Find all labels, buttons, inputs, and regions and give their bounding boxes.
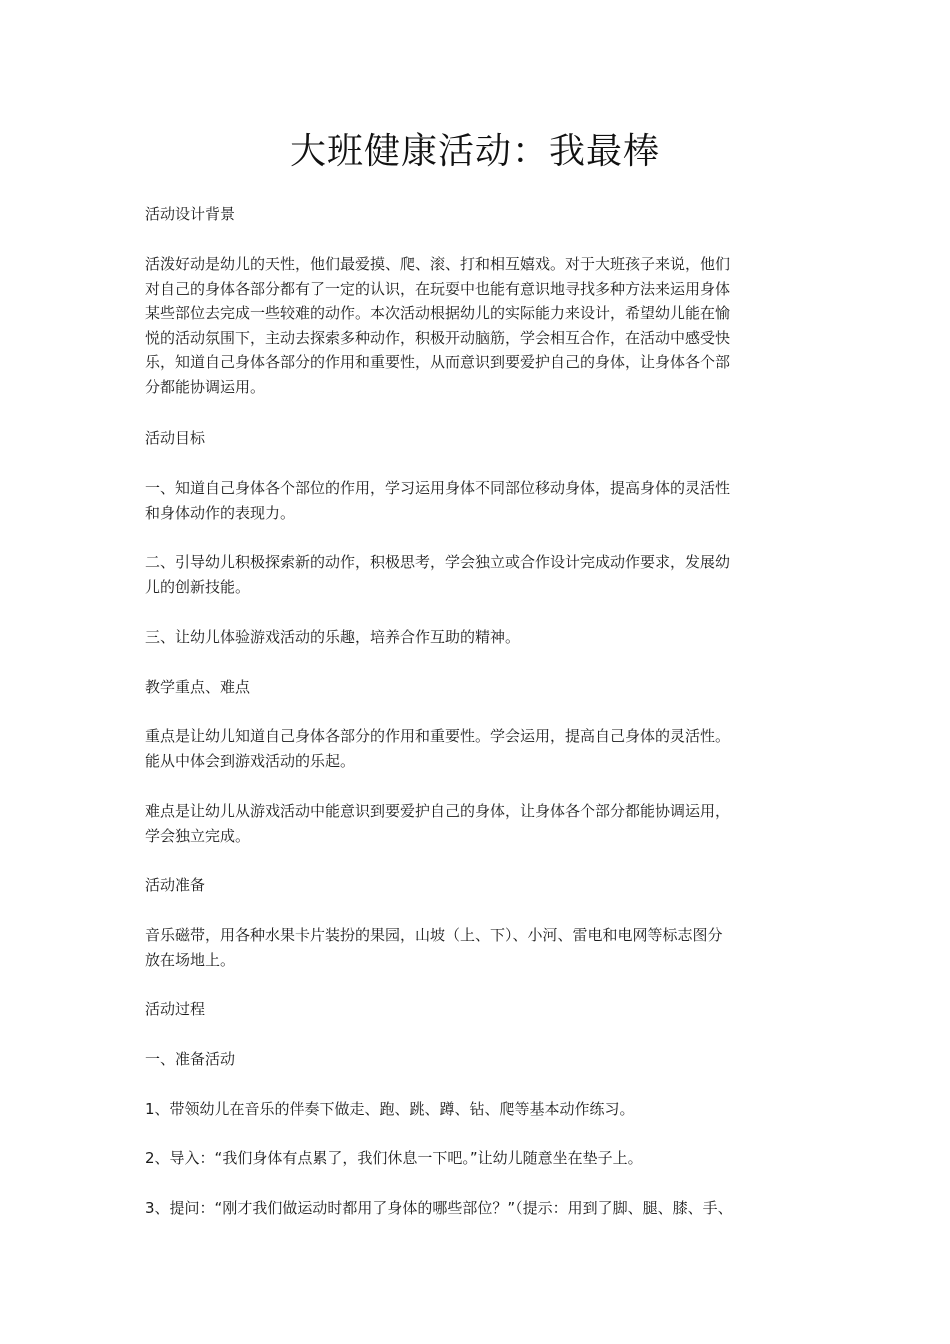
- section-heading-preparation: 活动准备: [145, 876, 206, 894]
- paragraph-line: 悦的活动氛围下，主动去探索多种动作，积极开动脑筋，学会相互合作，在活动中感受快: [145, 328, 731, 347]
- section-heading-goals: 活动目标: [145, 429, 206, 447]
- goal-item-1: 一、知道自己身体各个部位的作用，学习运用身体不同部位移动身体，提高身体的灵活性 和身体动作的表现力。: [145, 479, 731, 522]
- paragraph-line: 分都能协调运用。: [145, 377, 266, 396]
- section-heading-process: 活动过程: [145, 1000, 206, 1018]
- section-heading-background: 活动设计背景: [145, 205, 236, 223]
- process-step-3: 3、提问：“刚才我们做运动时都用了身体的哪些部位？”（提示：用到了脚、腿、膝、手、: [145, 1199, 733, 1217]
- process-step-2: 2、导入：“我们身体有点累了，我们休息一下吧。”让幼儿随意坐在垫子上。: [145, 1149, 643, 1167]
- paragraph-line: 乐，知道自己身体各部分的作用和重要性，从而意识到要爱护自己的身体，让身体各个部: [145, 353, 731, 371]
- key-point-paragraph: 重点是让幼儿知道自己身体各部分的作用和重要性。学会运用，提高自己身体的灵活性。 能从中体会到游戏活动的乐起。: [145, 727, 731, 770]
- preparation-paragraph: 音乐磁带，用各种水果卡片装扮的果园，山坡（上、下）、小河、雷电和电网等标志图分 放在场地上。: [145, 926, 723, 969]
- process-subheading-warmup: 一、准备活动: [145, 1050, 236, 1068]
- goal-item-3: 三、让幼儿体验游戏活动的乐趣，培养合作互助的精神。: [145, 628, 521, 646]
- difficulty-paragraph: 难点是让幼儿从游戏活动中能意识到要爱护自己的身体，让身体各个部分都能协调运用， 学会独立完成。: [145, 802, 731, 845]
- goal-item-2: 二、引导幼儿积极探索新的动作，积极思考，学会独立或合作设计完成动作要求，发展幼 儿的创新技能。: [145, 553, 731, 596]
- paragraph-background: [145, 252, 810, 399]
- process-step-1: 1、带领幼儿在音乐的伴奏下做走、跑、跳、蹲、钻、爬等基本动作练习。: [145, 1100, 635, 1118]
- paragraph-line: 对自己的身体各部分都有了一定的认识，在玩耍中也能有意识地寻找多种方法来运用身体: [145, 279, 731, 298]
- paragraph-line: 活泼好动是幼儿的天性，他们最爱摸、爬、滚、打和相互嬉戏。对于大班孩子来说，他们: [145, 255, 731, 273]
- section-heading-key-points: 教学重点、难点: [145, 678, 251, 696]
- document-title: 大班健康活动：我最棒: [289, 131, 660, 172]
- paragraph-line: 某些部位去完成一些较难的动作。本次活动根据幼儿的实际能力来设计，希望幼儿能在愉: [145, 304, 731, 322]
